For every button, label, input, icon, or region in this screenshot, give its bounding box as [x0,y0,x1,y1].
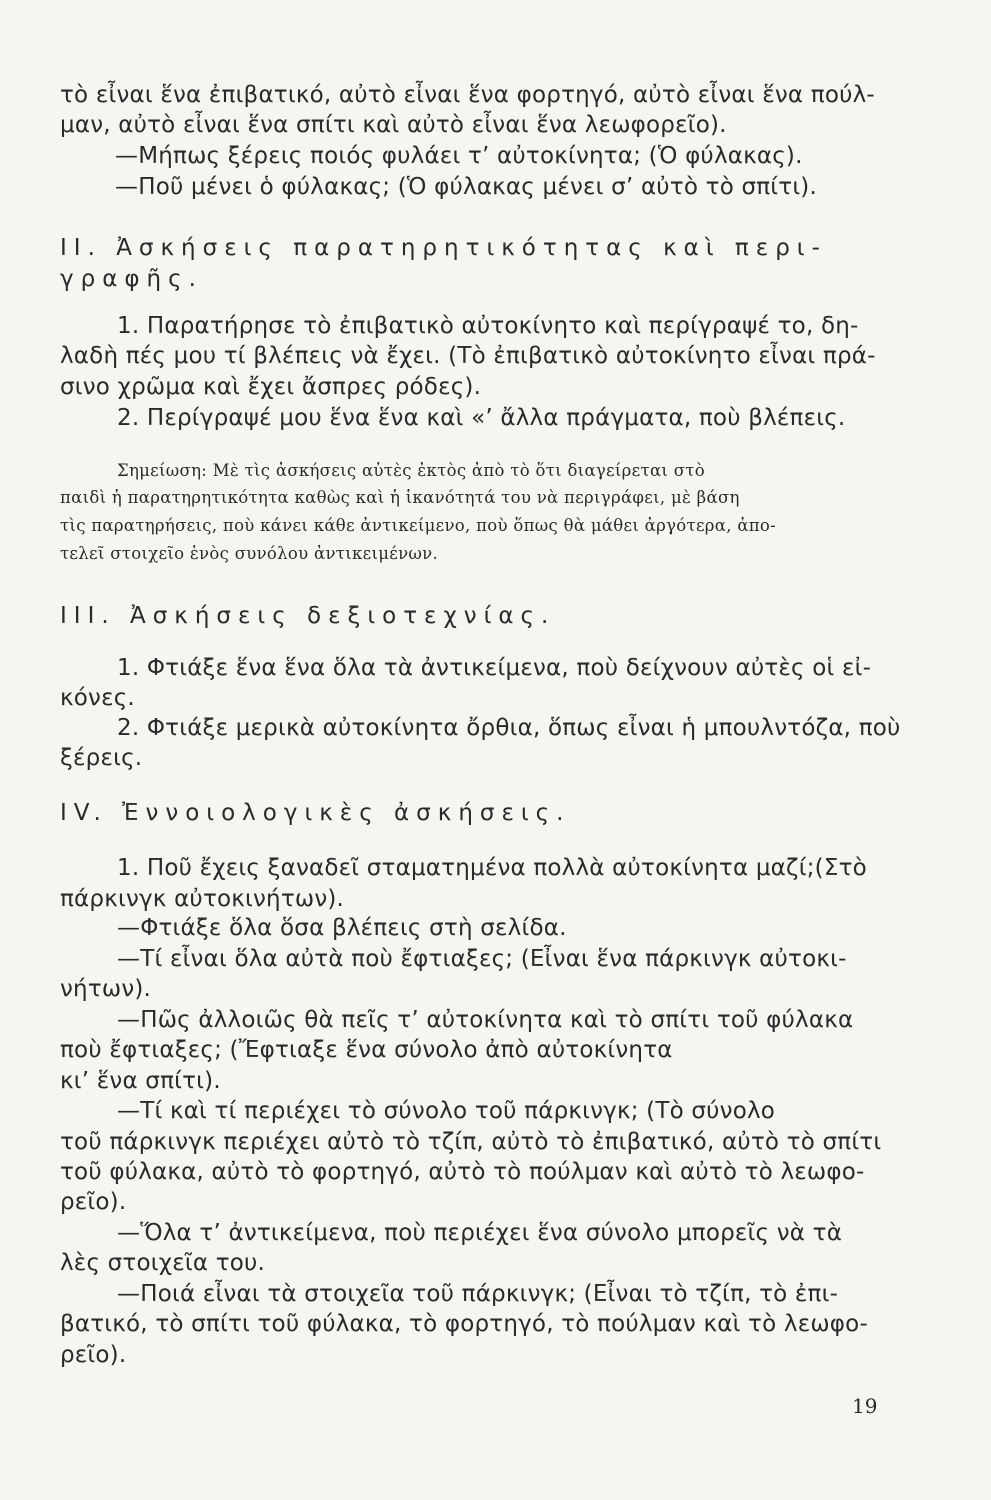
note-line: Σημείωση: Μὲ τὶς ἀσκήσεις αὐτὲς ἐκτὸς ἀπὸ τὸ ὅτι διαγείρεται στὸ [117,461,705,480]
text-line: —Τί εἶναι ὅλα αὐτὰ ποὺ ἔφτιαξες; (Εἶναι ἕνα πάρκινγκ αὐτοκι- [117,946,847,972]
text-line: λὲς στοιχεῖα του. [60,1250,266,1276]
note-line: τὶς παρατηρήσεις, ποὺ κάνει κάθε ἀντικείμενο, ποὺ ὅπως θὰ μάθει ἀργότερα, ἀπο- [60,516,777,535]
text-line: βατικό, τὸ σπίτι τοῦ φύλακα, τὸ φορτηγό, τὸ πούλμαν καὶ τὸ λεωφο- [60,1311,868,1337]
text-line: ξέρεις. [60,745,143,771]
section-heading: ΙΙΙ. Ἀσκήσεις δεξιοτεχνίας. [60,603,556,629]
text-line: 2. Περίγραψέ μου ἕνα ἕνα καὶ «’ ἄλλα πράγματα, ποὺ βλέπεις. [117,405,846,431]
text-line: σινο χρῶμα καὶ ἔχει ἄσπρες ρόδες). [60,374,482,400]
text-line: —Ποιά εἶναι τὰ στοιχεῖα τοῦ πάρκινγκ; (Εἶναι τὸ τζίπ, τὸ ἐπι- [117,1281,839,1307]
text-line: τὸ εἶναι ἕνα ἐπιβατικό, αὐτὸ εἶναι ἕνα φορτηγό, αὐτὸ εἶναι ἕνα πούλ- [60,82,875,108]
note-line: παιδὶ ἡ παρατηρητικότητα καθὼς καὶ ἡ ἱκανότητά του νὰ περιγράφει, μὲ βάση [60,488,740,507]
text-line: ποὺ ἔφτιαξες; (Ἔφτιαξε ἕνα σύνολο ἀπὸ αὐτοκίνητα [60,1037,673,1063]
note-line: τελεῖ στοιχεῖο ἑνὸς συνόλου ἀντικειμένων. [60,544,439,563]
text-line: κόνες. [60,685,135,711]
text-line: 1. Παρατήρησε τὸ ἐπιβατικὸ αὐτοκίνητο καὶ περίγραψέ το, δη- [117,313,859,339]
text-line: τοῦ πάρκινγκ περιέχει αὐτὸ τὸ τζίπ, αὐτὸ τὸ ἐπιβατικό, αὐτὸ τὸ σπίτι [60,1129,882,1155]
text-line: ρεῖο). [60,1189,127,1215]
text-line: —Φτιάξε ὅλα ὅσα βλέπεις στὴ σελίδα. [117,915,567,941]
text-line: —Ὅλα τ’ ἀντικείμενα, ποὺ περιέχει ἕνα σύνολο μπορεῖς νὰ τὰ [117,1220,843,1246]
text-line: 1. Φτιάξε ἕνα ἕνα ὅλα τὰ ἀντικείμενα, ποὺ δείχνουν αὐτὲς οἱ εἰ- [117,655,872,681]
text-line: —Τί καὶ τί περιέχει τὸ σύνολο τοῦ πάρκινγκ; (Τὸ σύνολο [117,1098,776,1124]
text-line: —Ποῦ μένει ὁ φύλακας; (Ὁ φύλακας μένει σ’ αὐτὸ τὸ σπίτι). [115,174,817,200]
section-heading: γραφῆς. [60,266,203,292]
text-line: 1. Ποῦ ἔχεις ξαναδεῖ σταματημένα πολλὰ αὐτοκίνητα μαζί;(Στὸ [117,855,867,881]
text-line: ρεῖο). [60,1342,127,1368]
page-number: 19 [852,1394,878,1418]
text-line: μαν, αὐτὸ εἶναι ἕνα σπίτι καὶ αὐτὸ εἶναι ἕνα λεωφορεῖο). [60,112,727,138]
text-line: —Πῶς ἀλλοιῶς θὰ πεῖς τ’ αὐτοκίνητα καὶ τὸ σπίτι τοῦ φύλακα [117,1007,854,1033]
text-line: 2. Φτιάξε μερικὰ αὐτοκίνητα ὄρθια, ὅπως εἶναι ἡ μπουλντόζα, ποὺ [117,715,901,741]
text-line: λαδὴ πές μου τί βλέπεις νὰ ἔχει. (Τὸ ἐπιβατικὸ αὐτοκίνητο εἶναι πρά- [60,343,876,369]
section-heading: IV. Ἐννοιολογικὲς ἀσκήσεις. [60,800,571,826]
section-heading: ΙΙ. Ἀσκήσεις παρατηρητικότητας καὶ περι- [60,235,827,261]
text-line: —Μήπως ξέρεις ποιός φυλάει τ’ αὐτοκίνητα; (Ὁ φύλακας). [115,143,803,169]
text-line: πάρκινγκ αὐτοκινήτων). [60,886,345,912]
text-line: κι’ ἕνα σπίτι). [60,1068,221,1094]
text-line: νήτων). [60,976,152,1002]
text-line: τοῦ φύλακα, αὐτὸ τὸ φορτηγό, αὐτὸ τὸ πούλμαν καὶ αὐτὸ τὸ λεωφο- [60,1159,865,1185]
